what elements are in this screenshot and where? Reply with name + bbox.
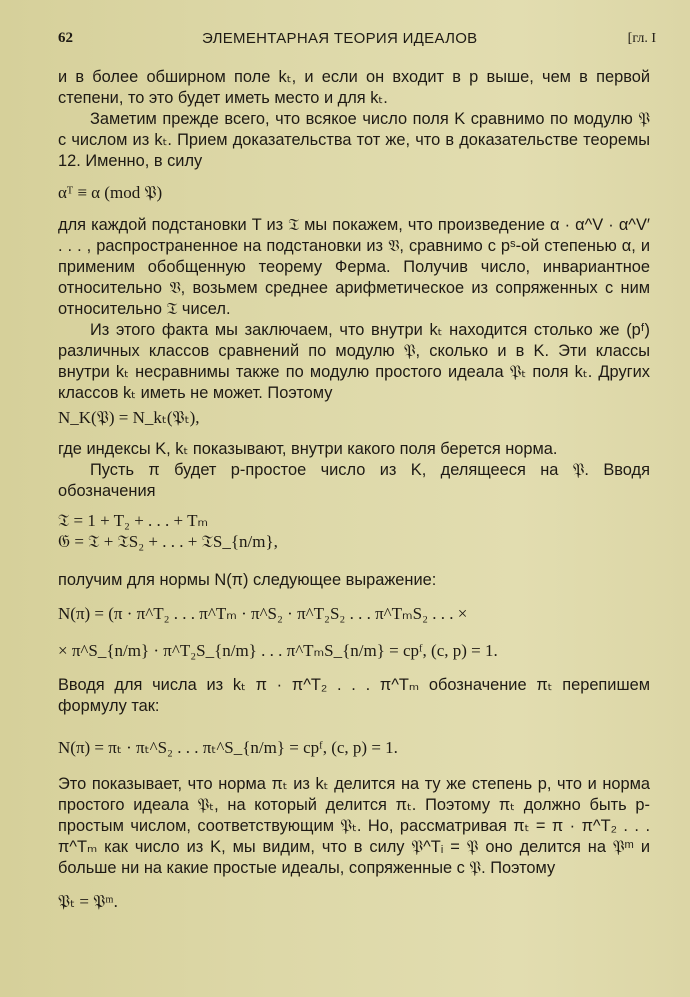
page-body xyxy=(58,67,650,912)
running-title: ЭЛЕМЕНТАРНАЯ ТЕОРИЯ ИДЕАЛОВ xyxy=(202,30,478,47)
paragraph-8: Вводя для числа из kₜ π · π^T₂ . . . π^Tₘ обозначение πₜ перепишем формулу так: xyxy=(58,676,650,715)
paragraph-1: и в более обширном поле kₜ, и если он входит в p выше, чем в первой степени, то это будет иметь место и для kₜ. xyxy=(58,68,650,107)
page-header xyxy=(58,30,656,52)
equation-G-sum: 𝔊 = 𝔗 + 𝔗S₂ + . . . + 𝔗S_{n/m}, xyxy=(58,532,278,551)
equation-norm-pi-t: N(π) = πₜ · πₜ^S₂ . . . πₜ^S_{n/m} = cpᶠ, (c, p) = 1. xyxy=(58,738,398,757)
equation-ideal-power: 𝔓ₜ = 𝔓ᵐ. xyxy=(58,892,118,911)
equation-norm-equality: N_K(𝔓) = N_kₜ(𝔓ₜ), xyxy=(58,408,200,427)
equation-norm-line-1: N(π) = (π · π^T₂ . . . π^Tₘ · π^S₂ · π^T₂S₂ . . . π^TₘS₂ . . . × xyxy=(58,604,468,623)
paragraph-7: получим для нормы N(π) следующее выражение: xyxy=(58,571,437,589)
paragraph-5: где индексы K, kₜ показывают, внутри какого поля берется норма. xyxy=(58,440,558,458)
paragraph-4: Из этого факта мы заключаем, что внутри kₜ находится столько же (pᶠ) различных классов сравнений по модулю 𝔓, сколько и в K. Эти классы внутри kₜ несравнимы также по модулю простого идеала 𝔓ₜ поля kₜ. Других классов kₜ иметь не может. Поэтому xyxy=(58,321,650,402)
chapter-marker: [гл. I xyxy=(627,31,656,46)
paragraph-6: Пусть π будет p-простое число из K, делящееся на 𝔓. Вводя обозначения xyxy=(58,461,650,500)
equation-congruence: αᵀ ≡ α (mod 𝔓) xyxy=(58,183,163,202)
paragraph-9: Это показывает, что норма πₜ из kₜ делится на ту же степень p, что и норма простого идеала 𝔓ₜ, на который делится πₜ. Поэтому πₜ должно быть p-простым числом, соответствующим 𝔓ₜ. Но, рассматривая πₜ = π · π^T₂ . . . π^Tₘ как число из K, мы видим, что в силу 𝔓^Tᵢ = 𝔓 оно делится на 𝔓ᵐ и больше ни на какие простые идеалы, сопряженные с 𝔓. Поэтому xyxy=(58,775,650,877)
equation-norm-line-2: × π^S_{n/m} · π^T₂S_{n/m} . . . π^TₘS_{n/m} = cpᶠ, (c, p) = 1. xyxy=(58,641,498,660)
paragraph-3: для каждой подстановки T из 𝔗 мы покажем, что произведение α · α^V · α^V′ . . . , распространенное на подстановки из 𝔙, сравнимо с pˢ-ой степенью α, и применим обобщенную теорему Ферма. Получив число, инвариантное относительно 𝔙, возьмем среднее арифметическое из сопряженных с ним относительно 𝔗 чисел. xyxy=(58,216,650,318)
equation-T-sum: 𝔗 = 1 + T₂ + . . . + Tₘ xyxy=(58,511,209,530)
paragraph-2: Заметим прежде всего, что всякое число поля K сравнимо по модулю 𝔓 с числом из kₜ. Прием доказательства тот же, что в доказательстве теоремы 12. Именно, в силу xyxy=(58,110,650,170)
page-number: 62 xyxy=(58,30,73,46)
